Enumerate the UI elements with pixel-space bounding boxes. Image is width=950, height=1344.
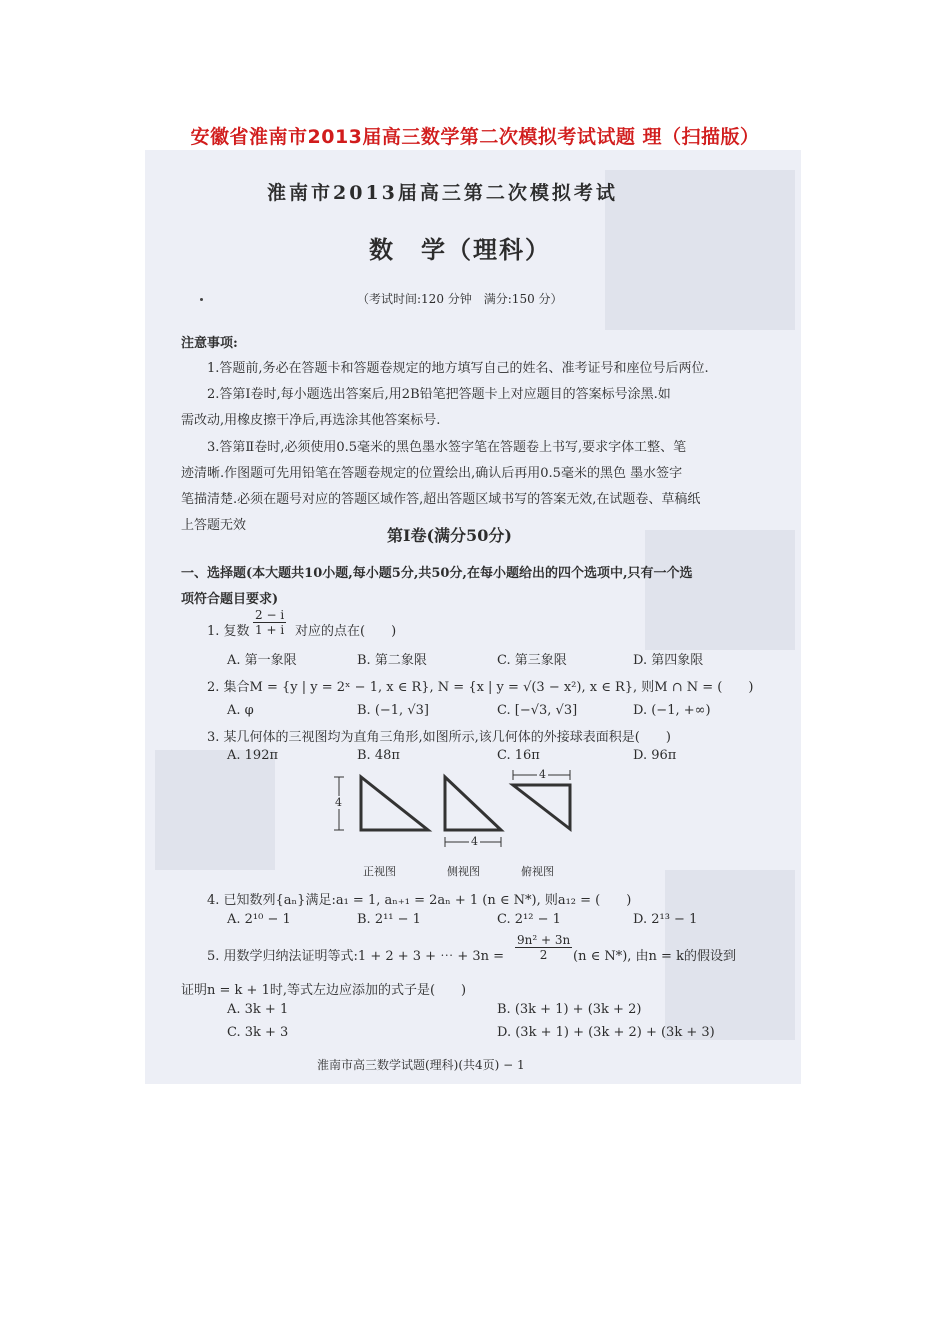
note-line: 1.答题前,务必在答题卡和答题卷规定的地方填写自己的姓名、准考证号和座位号后两位. — [207, 361, 709, 376]
page-footer: 淮南市高三数学试题(理科)(共4页) − 1 — [317, 1058, 525, 1072]
part-title-line1: 一、选择题(本大题共10小题,每小题5分,共50分,在每小题给出的四个选项中,只有一个选 — [181, 566, 693, 581]
q3-option-d: D. 96π — [633, 748, 677, 763]
three-view-figure — [145, 150, 801, 1084]
q5-fraction-denominator: 2 — [539, 948, 548, 962]
note-line: 迹清晰.作图题可先用铅笔在答题卷规定的位置绘出,确认后再用0.5毫米的黑色 墨水签字 — [181, 466, 683, 481]
note-line: 上答题无效 — [181, 518, 247, 533]
q1-option-d: D. 第四象限 — [633, 653, 704, 668]
q4-option-d: D. 2¹³ − 1 — [633, 912, 698, 927]
notes-title: 注意事项: — [181, 336, 238, 351]
side-view-dimension-label: 4 — [471, 835, 478, 848]
q2-stem: 2. 集合M = {y | y = 2ˣ − 1, x ∈ R}, N = {x | y = √(3 − x²), x ∈ R}, 则M ∩ N = ( ) — [207, 680, 754, 695]
exam-time-info: （考试时间:120 分钟 满分:150 分） — [357, 292, 563, 306]
q3-option-a: A. 192π — [227, 748, 279, 763]
q1-option-a: A. 第一象限 — [227, 653, 297, 668]
top-view-triangle — [513, 785, 570, 829]
exam-header: 淮南市2013届高三第二次模拟考试 — [267, 182, 618, 204]
side-view-label: 侧视图 — [447, 865, 480, 878]
q5-prefix: 5. 用数学归纳法证明等式:1 + 2 + 3 + ⋯ + 3n = — [207, 949, 505, 964]
q3-option-b: B. 48π — [357, 748, 400, 763]
scanned-exam-page — [145, 150, 801, 1084]
q2-option-c: C. [−√3, √3] — [497, 703, 578, 718]
note-line: 2.答第Ⅰ卷时,每小题选出答案后,用2B铅笔把答题卡上对应题目的答案标号涂黑.如 — [207, 387, 671, 402]
q1-suffix: 对应的点在( ) — [295, 624, 397, 639]
q5-option-a: A. 3k + 1 — [227, 1002, 289, 1017]
q5-fraction-numerator: 9n² + 3n — [517, 933, 571, 947]
q5-option-b: B. (3k + 1) + (3k + 2) — [497, 1002, 642, 1017]
q2-option-a: A. φ — [227, 703, 254, 718]
note-line: 需改动,用橡皮擦干净后,再选涂其他答案标号. — [181, 413, 441, 428]
q1-prefix: 1. 复数 — [207, 624, 250, 639]
front-view-triangle — [361, 777, 428, 830]
note-line: 笔描清楚.必须在题号对应的答题区域作答,超出答题区域书写的答案无效,在试题卷、草稿纸 — [181, 492, 701, 507]
top-view-label: 俯视图 — [521, 865, 554, 878]
q4-option-c: C. 2¹² − 1 — [497, 912, 561, 927]
exam-subject: 数 学（理科） — [369, 235, 551, 264]
part-title-line2: 项符合题目要求) — [181, 592, 279, 607]
top-view-dimension-label: 4 — [539, 768, 546, 781]
front-view-label: 正视图 — [363, 865, 396, 878]
q1-option-b: B. 第二象限 — [357, 653, 427, 668]
q5-option-c: C. 3k + 3 — [227, 1025, 289, 1040]
q4-option-a: A. 2¹⁰ − 1 — [227, 912, 291, 927]
note-line: 3.答第Ⅱ卷时,必须使用0.5毫米的黑色墨水签字笔在答题卷上书写,要求字体工整、笔 — [207, 440, 687, 455]
front-view-dimension-label: 4 — [335, 796, 342, 809]
q1-option-c: C. 第三象限 — [497, 653, 567, 668]
document-title: 安徽省淮南市2013届高三数学第二次模拟考试试题 理（扫描版） — [190, 126, 760, 148]
q3-option-c: C. 16π — [497, 748, 540, 763]
section-title: 第Ⅰ卷(满分50分) — [387, 526, 512, 545]
q2-option-b: B. (−1, √3] — [357, 703, 429, 718]
q1-fraction-denominator: 1 + i — [255, 623, 285, 637]
q5-fraction — [515, 933, 572, 962]
q5-option-d: D. (3k + 1) + (3k + 2) + (3k + 3) — [497, 1025, 715, 1040]
q5-suffix: (n ∈ N*), 由n = k的假设到 — [573, 949, 736, 964]
q5-line2: 证明n = k + 1时,等式左边应添加的式子是( ) — [181, 983, 467, 998]
q4-stem: 4. 已知数列{aₙ}满足:a₁ = 1, aₙ₊₁ = 2aₙ + 1 (n ∈ N*), 则a₁₂ = ( ) — [207, 893, 632, 908]
q2-option-d: D. (−1, +∞) — [633, 703, 711, 718]
side-view-triangle — [445, 777, 501, 830]
q4-option-b: B. 2¹¹ − 1 — [357, 912, 421, 927]
q1-fraction-numerator: 2 − i — [255, 608, 285, 622]
q3-stem: 3. 某几何体的三视图均为直角三角形,如图所示,该几何体的外接球表面积是( ) — [207, 730, 671, 745]
